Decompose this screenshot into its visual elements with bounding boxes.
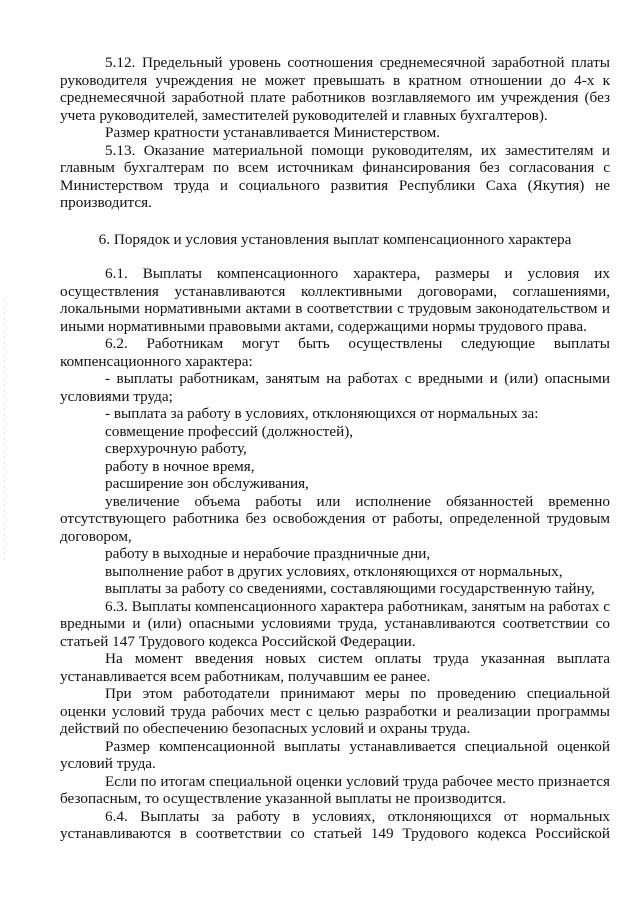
paragraph-6-2: 6.2. Работникам могут быть осуществлены следующие выплаты компенсационного характера: — [60, 335, 610, 370]
paragraph-6-4: 6.4. Выплаты за работу в условиях, отклоняющихся от нормальных устанавливаются в соответствии со статьей 149 Трудового кодекса Российской — [60, 807, 610, 842]
list-item-service-zones: расширение зон обслуживания, — [105, 475, 309, 492]
document-page — [60, 54, 610, 843]
scan-margin-artifact — [4, 300, 5, 560]
paragraph-5-13: 5.13. Оказание материальной помощи руководителям, их заместителям и главным бухгалтерам по всем источникам финансирования без согласования с Министерством труда и социального развития Республики Саха (Якутия) не производится. — [60, 141, 610, 211]
list-item-combining-professions: совмещение профессий (должностей), — [105, 422, 354, 440]
section-heading: 6. Порядок и условия установления выплат компенсационного характера — [98, 230, 572, 248]
paragraph-5-12-multiplicity: Размер кратности устанавливается Министерством. — [105, 124, 441, 141]
paragraph-new-pay-system: На момент введения новых систем оплаты труда указанная выплата устанавливается всем работникам, получавшим ее ранее. — [60, 650, 610, 685]
paragraph-compensation-size: Размер компенсационной выплаты устанавливается специальной оценкой условий труда. — [60, 737, 610, 772]
list-item-overtime: сверхурочную работу, — [105, 440, 247, 457]
list-item-holidays: работу в выходные и нерабочие праздничные дни, — [105, 545, 431, 562]
paragraph-employer-measures: При этом работодатели принимают меры по проведению специальной оценки условий труда рабочих мест с целью разработки и реализации программы действий по обеспечению безопасных условий и охраны труда. — [60, 685, 610, 737]
paragraph-6-1: 6.1. Выплаты компенсационного характера, размеры и условия их осуществления устанавливаются коллективными договорами, соглашениями, локальными нормативными актами в соответствии с трудовым законодательством и иными нормативными правовыми актами, содержащими нормы трудового права. — [60, 265, 610, 335]
paragraph-6-3: 6.3. Выплаты компенсационного характера работникам, занятым на работах с вредными и (или) опасными условиями труда, устанавливаются соответствии со статьей 147 Трудового кодекса Российской Федерации. — [60, 597, 610, 650]
list-item-night-work: работу в ночное время, — [105, 457, 255, 475]
paragraph-5-12: 5.12. Предельный уровень соотношения среднемесячной заработной платы руководителя учреждения не может превышать в кратном отношении до 4-х к среднемесячной заработной плате работников возглавляемого им учреждения (без учета руководителей, заместителей руководителей и главных бухгалтеров). — [60, 54, 610, 124]
list-item-hazardous-work: - выплаты работникам, занятым на работах с вредными и (или) опасными условиями труда; — [60, 370, 610, 405]
list-item-abnormal-conditions: - выплата за работу в условиях, отклоняющихся от нормальных за: — [105, 405, 539, 422]
list-item-state-secret: выплаты за работу со сведениями, составляющими государственную тайну, — [105, 580, 595, 597]
paragraph-safe-workplace: Если по итогам специальной оценки условий труда рабочее место признается безопасным, то осуществление указанной выплаты не производится. — [60, 772, 610, 807]
list-item-other-conditions: выполнение работ в других условиях, отклоняющихся от нормальных, — [105, 562, 563, 580]
list-item-increased-volume: увеличение объема работы или исполнение обязанностей временно отсутствующего работника без освобождения от работы, определенной трудовым договором, — [60, 492, 610, 545]
